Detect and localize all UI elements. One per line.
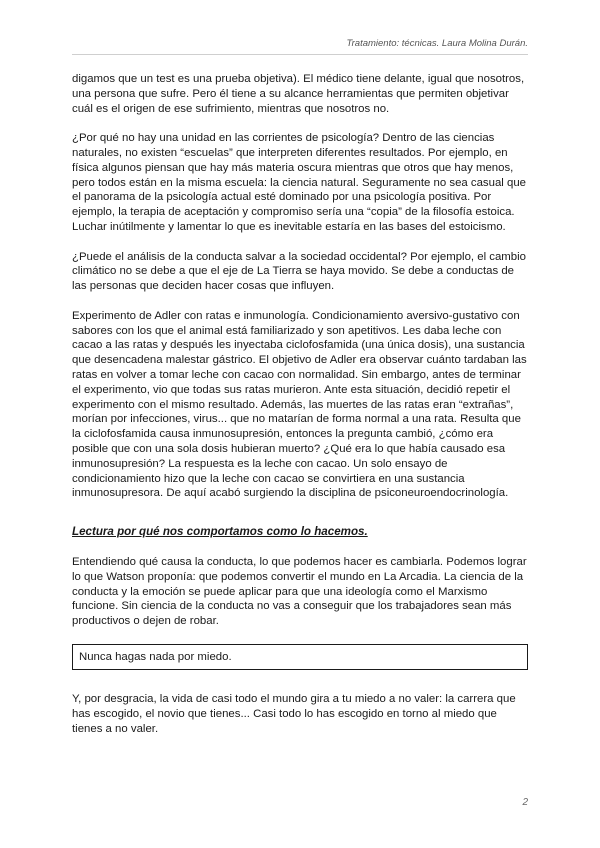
- quote-text: Nunca hagas nada por miedo.: [79, 650, 232, 663]
- page-body: [72, 72, 528, 752]
- header-divider: [72, 54, 528, 55]
- paragraph-continuation: digamos que un test es una prueba objetiva). El médico tiene delante, igual que nosotros, una persona que sufre. Pero él tiene a su alcance herramientas que permiten objetivar cuál es el origen de ese sufrimiento, mientras que nosotros no.: [72, 73, 525, 115]
- paragraph-adler-experiment: Experimento de Adler con ratas e inmunología. Condicionamiento aversivo-gustativo con sabores con los que el animal está familiarizado y son apetitivos. Les daba leche con cacao a las ratas y después les inyectaba ciclofosfamida (una única dosis), una sustancia que desencadena malestar gástrico. El objetivo de Adler era observar cuánto tardaban las ratas en volver a tomar leche con cacao con normalidad. Sin embargo, antes de terminar el experimento, vio que todas sus ratas murieron. Ante esta situación, decidió repetir el experimento con el mismo resultado. Además, las muertes de las ratas eran “extrañas”, morían por infecciones, virus... que no matarían de forma normal a una rata. Resulta que la ciclofosfamida causa inmunosupresión, entonces la pregunta cambió, ¿cómo era posible que con una sola dosis hubieran muerto? ¿Qué era lo que había causado esa inmunosupresión? La respuesta es la leche con cacao. Un solo ensayo de condicionamiento hizo que la leche con cacao se convirtiera en una sustancia inmunosupresora. De aquí acabó surgiendo la disciplina de psiconeuroendocrinología.: [72, 309, 527, 500]
- page-number: 2: [522, 797, 528, 808]
- section-heading: Lectura por qué nos comportamos como lo hacemos.: [72, 525, 368, 539]
- quote-box: [72, 644, 528, 671]
- paragraph-understanding-behavior: Entendiendo qué causa la conducta, lo que podemos hacer es cambiarla. Podemos lograr lo que Watson proponía: que podemos convertir el mundo en La Arcadia. La ciencia de la conducta y la emoción se puede aplicar para que una ideología como el Marxismo funcione. Sin ciencia de la conducta no vas a conseguir que los trabajadores sean más productivos o dejen de robar.: [72, 555, 527, 628]
- paragraph-psychology-schools: ¿Por qué no hay una unidad en las corrientes de psicología? Dentro de las ciencias naturales, no existen “escuelas” que interpreten diferentes resultados. Por ejemplo, en física algunos piensan que hay más materia oscura mientras que otros que hay menos, pero todos están en la misma escuela: la ciencia natural. Seguramente no sea casual que el panorama de la psicología actual esté dominado por una psicología positiva. Por ejemplo, la terapia de aceptación y compromiso sería una “copia” de la filosofía estoica. Luchar inútilmente y lamentar lo que es inevitable estaría en las bases del estoicismo.: [72, 132, 527, 233]
- running-header: Tratamiento: técnicas. Laura Molina Durán.: [346, 38, 528, 49]
- paragraph-fear: Y, por desgracia, la vida de casi todo el mundo gira a tu miedo a no valer: la carrera que has escogido, el novio que tienes... Casi todo lo has escogido en torno al miedo que tienes a no valer.: [72, 693, 516, 736]
- paragraph-western-society: ¿Puede el análisis de la conducta salvar a la sociedad occidental? Por ejemplo, el cambio climático no se debe a que el eje de La Tierra se haya movido. Se debe a conductas de las personas que deciden hacer cosas que influyen.: [72, 250, 526, 293]
